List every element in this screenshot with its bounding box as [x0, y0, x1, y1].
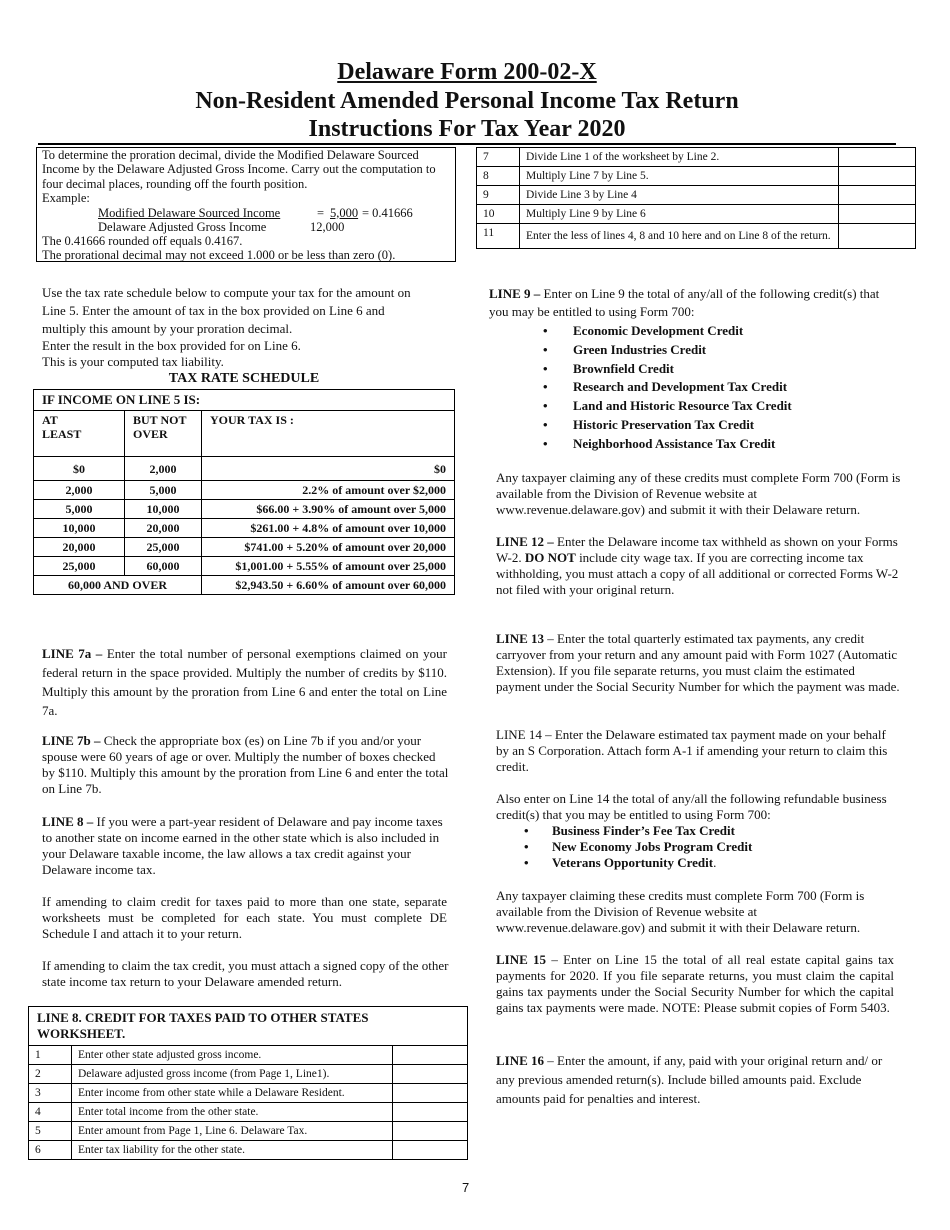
line8-paragraph [42, 814, 450, 878]
row-number: 9 [477, 186, 520, 205]
line7a-text: Enter the total number of personal exemptions claimed on your federal return in the space provided. Multiply the number of credits by $110. Multiply this amount by the proration from Line 6 and enter the total on Line 7a. [42, 646, 448, 718]
table-row [29, 1046, 468, 1065]
not-over-cell: 60,000 [125, 557, 202, 576]
line16-label: LINE 16 [496, 1053, 545, 1068]
schedule-header: IF INCOME ON LINE 5 IS: [34, 390, 455, 411]
row-number: 6 [29, 1141, 72, 1160]
tax-cell: $0 [202, 457, 455, 481]
line16-paragraph [496, 1051, 901, 1108]
at-least-cell: 5,000 [34, 500, 125, 519]
compute-text: Enter the result in the box provided for on Line 6. [42, 338, 301, 353]
line9-paragraph [489, 285, 901, 321]
row-number: 4 [29, 1103, 72, 1122]
credit-name: Economic Development Credit [573, 323, 744, 338]
table-header-row [34, 390, 455, 411]
example-denominator-row [42, 220, 450, 234]
row-instruction: Enter tax liability for the other state. [72, 1141, 393, 1160]
at-least-cell: 20,000 [34, 538, 125, 557]
entry-cell[interactable] [839, 205, 916, 224]
line8-label: LINE 8 – [42, 814, 94, 829]
line8-worksheet [28, 1006, 468, 1160]
tax-cell: $1,001.00 + 5.55% of amount over 25,000 [202, 557, 455, 576]
line9-note: Any taxpayer claiming any of these credits must complete Form 700 (Form is available from the Division of Revenue website at www.revenue.delaware.gov) and submit it with their Delaware return. [496, 470, 901, 517]
table-row [34, 481, 455, 500]
limit-text: The prorational decimal may not exceed 1.000 or be less than zero (0). [42, 248, 396, 263]
row-number: 8 [477, 167, 520, 186]
table-row [34, 576, 455, 595]
not-over-cell: 25,000 [125, 538, 202, 557]
row-number: 1 [29, 1046, 72, 1065]
period-text: . [713, 855, 717, 870]
example-numerator-row [42, 206, 450, 220]
table-row [34, 538, 455, 557]
worksheet-title: LINE 8. CREDIT FOR TAXES PAID TO OTHER STATES WORKSHEET. [29, 1007, 468, 1046]
tax-cell: $2,943.50 + 6.60% of amount over 60,000 [202, 576, 455, 595]
credit-name: Veterans Opportunity Credit [552, 855, 714, 870]
line12-text: include city wage tax. If you are correcting income tax withholding, you must attach a copy of all additional or corrected Forms W-2 not filed with your original return. [496, 550, 899, 597]
table-row [29, 1141, 468, 1160]
tax-year-title: Instructions For Tax Year 2020 [308, 116, 626, 142]
list-item [524, 823, 892, 839]
denominator-value: 12,000 [310, 219, 345, 234]
proration-text: four decimal places, rounding off the fourth position. [42, 176, 308, 191]
list-item [524, 839, 892, 855]
bullet-icon: • [524, 839, 529, 854]
line13-paragraph [496, 631, 901, 695]
range-cell: 60,000 AND OVER [34, 576, 202, 595]
at-least-cell: 10,000 [34, 519, 125, 538]
row-instruction: Enter income from other state while a Delaware Resident. [72, 1084, 393, 1103]
list-item [524, 855, 892, 871]
line12-text: Enter the Delaware income tax withheld as shown on your Forms W-2. [496, 534, 898, 565]
at-least-cell: $0 [34, 457, 125, 481]
line15-text: – Enter on Line 15 the total of all real estate capital gains tax payments for 2020. If you file separate returns, you must claim the capital gains tax payments under the Social Security Number for which the capital gains tax payments were made. NOTE: Please submit copies of Form 5403. [496, 952, 895, 1015]
row-instruction: Enter the less of lines 4, 8 and 10 here and on Line 8 of the return. [520, 224, 839, 249]
line8-text: If you were a part-year resident of Delaware and pay income taxes to another state on income earned in the other state which is also included in your Delaware taxable income, the law allows a tax credit against your Delaware income tax. [42, 814, 443, 877]
list-item [543, 322, 903, 341]
line14-paragraph: LINE 14 – Enter the Delaware estimated tax payment made on your behalf by an S Corporation. Attach form A-1 if amending your return to claim this credit. [496, 727, 888, 774]
numerator-value: 5,000 [330, 205, 359, 220]
row-instruction: Divide Line 1 of the worksheet by Line 2. [520, 148, 839, 167]
table-row [34, 500, 455, 519]
line9-label: LINE 9 – [489, 286, 541, 301]
credit-name: Business Finder’s Fee Tax Credit [552, 823, 735, 838]
table-row [477, 186, 916, 205]
bullet-icon: • [543, 341, 548, 357]
list-item [543, 341, 903, 360]
entry-cell[interactable] [393, 1141, 468, 1160]
compute-text: Line 5. Enter the amount of tax in the box provided on Line 6 and [42, 303, 385, 318]
numerator-label: Modified Delaware Sourced Income [98, 205, 281, 220]
table-row [29, 1084, 468, 1103]
column-header: BUT NOT OVER [125, 411, 202, 457]
bullet-icon: • [543, 398, 548, 414]
line12-emphasis: DO NOT [524, 550, 576, 565]
table-header-row [29, 1007, 468, 1046]
credit-name: New Economy Jobs Program Credit [552, 839, 753, 854]
not-over-cell: 10,000 [125, 500, 202, 519]
row-number: 3 [29, 1084, 72, 1103]
entry-cell[interactable] [839, 224, 916, 249]
row-number: 10 [477, 205, 520, 224]
column-header: YOUR TAX IS : [202, 411, 455, 457]
header-rule [38, 143, 896, 145]
tax-rate-schedule [33, 389, 455, 595]
not-over-cell: 2,000 [125, 457, 202, 481]
list-item [543, 360, 903, 379]
entry-cell[interactable] [393, 1046, 468, 1065]
line12-label: LINE 12 – [496, 534, 554, 549]
example-result: = 0.41666 [362, 205, 413, 220]
worksheet-continuation-table [476, 147, 916, 249]
bullet-icon: • [524, 855, 529, 870]
row-instruction: Multiply Line 9 by Line 6 [520, 205, 839, 224]
line7b-text: Check the appropriate box (es) on Line 7b if you and/or your spouse were 60 years of age or over. Multiply the number of boxes checked by $110. Multiply this amount by the proration from Line 6 and enter the total on Line 7b. [42, 733, 449, 796]
row-instruction: Divide Line 3 by Line 4 [520, 186, 839, 205]
at-least-cell: 25,000 [34, 557, 125, 576]
tax-schedule-title: TAX RATE SCHEDULE [168, 371, 320, 386]
at-least-cell: 2,000 [34, 481, 125, 500]
entry-cell[interactable] [393, 1103, 468, 1122]
compute-text: This is your computed tax liability. [42, 354, 224, 369]
not-over-cell: 5,000 [125, 481, 202, 500]
credit-name: Research and Development Tax Credit [573, 379, 788, 395]
line7b-label: LINE 7b – [42, 733, 101, 748]
line14-note: Any taxpayer claiming these credits must complete Form 700 (Form is available from the Division of Revenue website at www.revenue.delaware.gov) and submit it with their Delaware return. [496, 888, 865, 935]
credit-name: Land and Historic Resource Tax Credit [573, 398, 792, 414]
line9-text: Enter on Line 9 the total of any/all of the following credit(s) that you may be entitled to using Form 700: [489, 286, 880, 319]
form-subtitle: Non-Resident Amended Personal Income Tax Return [195, 88, 739, 114]
line8-para3: If amending to claim the tax credit, you must attach a signed copy of the other state income tax return to your Delaware amended return. [42, 958, 449, 989]
row-instruction: Enter amount from Page 1, Line 6. Delaware Tax. [72, 1122, 393, 1141]
entry-cell[interactable] [393, 1065, 468, 1084]
table-row [34, 457, 455, 481]
form-title: Delaware Form 200-02-X [337, 59, 597, 85]
bullet-icon: • [543, 416, 548, 432]
entry-cell[interactable] [839, 167, 916, 186]
proration-text: Income by the Delaware Adjusted Gross Income. Carry out the computation to [42, 162, 436, 177]
credit-name: Neighborhood Assistance Tax Credit [573, 435, 776, 451]
entry-cell[interactable] [839, 148, 916, 167]
table-row [34, 557, 455, 576]
denominator-label: Delaware Adjusted Gross Income [98, 219, 267, 234]
line13-label: LINE 13 [496, 631, 545, 646]
line9-credit-list [543, 322, 903, 454]
bullet-icon: • [543, 379, 548, 395]
bullet-icon: • [543, 435, 548, 451]
row-number: 2 [29, 1065, 72, 1084]
table-row [29, 1103, 468, 1122]
list-item [543, 435, 903, 454]
compute-instructions [42, 284, 462, 370]
table-row [477, 205, 916, 224]
rounded-text: The 0.41666 rounded off equals 0.4167. [42, 233, 243, 248]
equals-sign: = [317, 205, 325, 220]
bullet-icon: • [543, 360, 548, 376]
page-number: 7 [462, 1180, 470, 1195]
table-row [477, 224, 916, 249]
line15-label: LINE 15 [496, 952, 547, 967]
entry-cell[interactable] [839, 186, 916, 205]
entry-cell[interactable] [393, 1122, 468, 1141]
tax-cell: 2.2% of amount over $2,000 [202, 481, 455, 500]
column-header: AT LEAST [34, 411, 125, 457]
credit-name: Historic Preservation Tax Credit [573, 416, 755, 432]
row-number: 5 [29, 1122, 72, 1141]
credit-name: Green Industries Credit [573, 341, 707, 357]
row-instruction: Multiply Line 7 by Line 5. [520, 167, 839, 186]
tax-cell: $66.00 + 3.90% of amount over 5,000 [202, 500, 455, 519]
line14-credit-list [524, 823, 892, 871]
line7a-label: LINE 7a – [42, 646, 103, 661]
tax-cell: $261.00 + 4.8% of amount over 10,000 [202, 519, 455, 538]
row-instruction: Delaware adjusted gross income (from Page 1, Line1). [72, 1065, 393, 1084]
list-item [543, 378, 903, 397]
not-over-cell: 20,000 [125, 519, 202, 538]
proration-box [36, 147, 456, 262]
line7a-paragraph [42, 644, 447, 720]
line7b-paragraph [42, 733, 450, 797]
line16-text: – Enter the amount, if any, paid with your original return and/ or any previous amended return(s). Include billed amounts paid. Exclude amounts paid for penalties and interest. [496, 1053, 883, 1106]
table-row [29, 1065, 468, 1084]
credit-name: Brownfield Credit [573, 360, 674, 376]
table-row [34, 519, 455, 538]
table-header-row [34, 411, 455, 457]
bullet-icon: • [524, 823, 529, 838]
line8-para2: If amending to claim credit for taxes paid to more than one state, separate worksheets must be completed for each state. You must complete DE Schedule I and attach it to your return. [42, 894, 447, 941]
compute-text: Use the tax rate schedule below to compute your tax for the amount on [42, 285, 411, 300]
table-row [29, 1122, 468, 1141]
row-number: 11 [477, 224, 520, 249]
row-number: 7 [477, 148, 520, 167]
row-instruction: Enter other state adjusted gross income. [72, 1046, 393, 1065]
example-label: Example: [42, 191, 90, 206]
line15-paragraph [496, 952, 894, 1016]
table-row [477, 148, 916, 167]
line12-paragraph [496, 534, 901, 598]
line14-also: Also enter on Line 14 the total of any/all the following refundable business credit(s) that you may be entitled to using Form 700: [496, 791, 887, 822]
line13-text: – Enter the total quarterly estimated tax payments, any credit carryover from your return and any amount paid with Form 1027 (Automatic Extension). If you file separate returns, you must claim the estimated payment under the Social Security Number for which the payment was made. [496, 631, 900, 694]
tax-cell: $741.00 + 5.20% of amount over 20,000 [202, 538, 455, 557]
entry-cell[interactable] [393, 1084, 468, 1103]
bullet-icon: • [543, 323, 548, 338]
list-item [543, 397, 903, 416]
list-item [543, 416, 903, 435]
table-row [477, 167, 916, 186]
proration-text: To determine the proration decimal, divide the Modified Delaware Sourced [42, 148, 419, 162]
row-instruction: Enter total income from the other state. [72, 1103, 393, 1122]
compute-text: multiply this amount by your proration decimal. [42, 321, 293, 336]
